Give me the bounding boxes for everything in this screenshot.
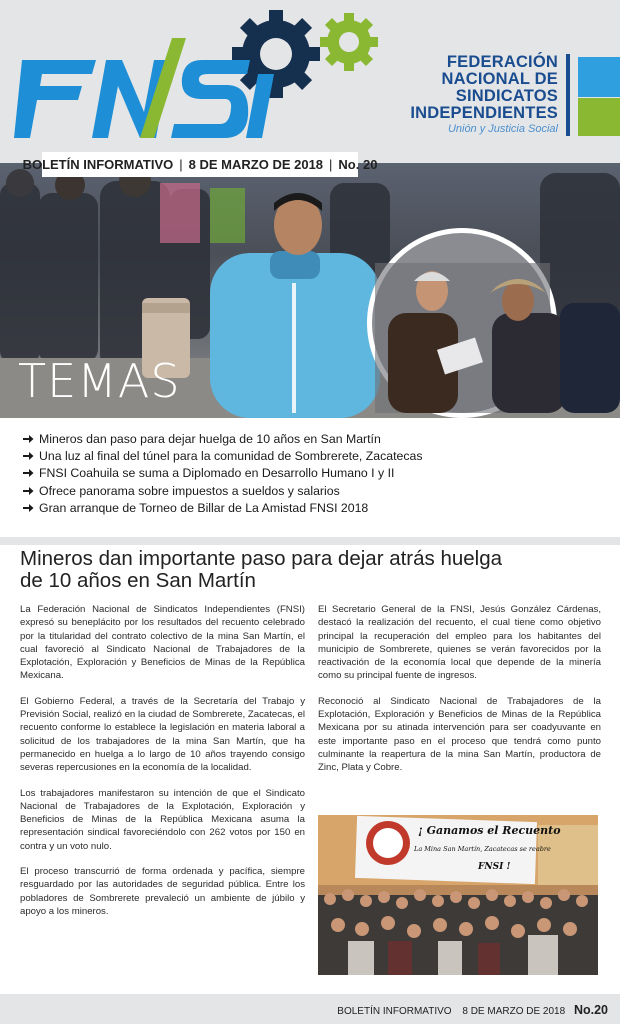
arrow-right-icon <box>22 433 35 445</box>
footer-date: 8 DE MARZO DE 2018 <box>462 1006 566 1017</box>
brand-square-green <box>578 98 620 136</box>
paragraph: El Gobierno Federal, a través de la Secretaría del Trabajo y Previsión Social, realizó en la ciudad de Sombrerete, Zacatecas, el recuento conforme lo establece la legislación en materia laboral a solicitud de los trabajadores de la mina San Martín, que ha permanecido en huelga a lo largo de 10 años trayendo consigo severas repercusiones en la economía de la localidad. <box>20 695 305 774</box>
topics-list <box>0 418 620 538</box>
headline-line: Mineros dan importante paso para dejar atrás huelga <box>20 547 503 570</box>
topic-item[interactable] <box>22 482 422 499</box>
arrow-right-icon <box>22 485 35 497</box>
paragraph: El proceso transcurrió de forma ordenada y pacífica, siempre resguardado por las autoridades de seguridad pública. Entre los pobladores de Sombrerete prevaleció un ambiente de júbilo y apoyo a los mineros. <box>20 866 305 917</box>
topic-label: Una luz al final del túnel para la comunidad de Sombrerete, Zacatecas <box>39 449 423 464</box>
article-headline <box>20 548 580 592</box>
arrow-right-icon <box>22 450 35 462</box>
federation-line: SINDICATOS <box>455 87 558 105</box>
topic-label: Gran arranque de Torneo de Billar de La Amistad FNSI 2018 <box>39 501 369 516</box>
paragraph: El Secretario General de la FNSI, Jesús González Cárdenas, destacó la realización del recuento, el cual tiene como objetivo principal la recuperación del empleo para los habitantes del municipio de Sombrerete, quienes se verán favorecidos por la reactivación de la economía local que depende de la minería como su principal fuente de ingresos. <box>318 604 601 682</box>
topic-item[interactable] <box>22 465 422 482</box>
topic-item[interactable] <box>22 430 422 447</box>
brand-square-blue <box>578 57 620 97</box>
federation-line: NACIONAL DE <box>441 70 558 88</box>
sign-line-3: FNSI ! <box>478 862 511 872</box>
footer-label: BOLETÍN INFORMATIVO <box>337 1006 452 1017</box>
fnsi-logo <box>14 8 389 143</box>
headline-line: de 10 años en San Martín <box>20 569 256 592</box>
masthead <box>0 0 620 163</box>
paragraph: La Federación Nacional de Sindicatos Independientes (FNSI) expresó su beneplácito por los resultados del recuento celebrado por la titularidad del contrato colectivo de la mina San Martín, el cual favoreció al Sindicato Nacional de Trabajadores de la Explotación, Exploración y Beneficios de Minas de la República Mexicana. <box>20 604 305 682</box>
bulletin-date: 8 DE MARZO DE 2018 <box>188 157 324 172</box>
topic-item[interactable] <box>22 500 422 517</box>
bulletin-number: No. 20 <box>338 157 378 172</box>
federation-motto: Unión y Justicia Social <box>447 123 558 135</box>
federation-name <box>400 54 558 137</box>
paragraph: Los trabajadores manifestaron su intención de que el Sindicato Nacional de Trabajadores de la Explotación, Exploración y Beneficios de Minas de la República Mexicana asuma la representación sindical favoreciéndolo con 262 votos por 150 en contra y un voto nulo. <box>20 787 305 852</box>
paragraph: Reconoció al Sindicato Nacional de Trabajadores de la Explotación, Exploración y Beneficios de Minas de la República Mexicana por su atinada intervención para ser coadyuvante en este importante paso en el proceso que tendrá como punto culminante la reapertura de la mina San Martín, productora de Zinc, Plata y Cobre. <box>318 695 601 774</box>
bulletin-tag <box>22 152 378 177</box>
footer-number: No.20 <box>573 1003 608 1017</box>
separator: | <box>179 157 183 172</box>
topic-label: Mineros dan paso para dejar huelga de 10 años en San Martín <box>39 431 381 446</box>
topic-item[interactable] <box>22 447 422 464</box>
topic-label: Ofrece panorama sobre impuestos a sueldos y salarios <box>39 483 340 498</box>
arrow-right-icon <box>22 467 35 479</box>
topics-heading: TEMAS <box>18 354 181 408</box>
footer-info <box>337 1003 608 1017</box>
topic-label: FNSI Coahuila se suma a Diplomado en Desarrollo Humano I y II <box>39 466 395 481</box>
sign-line-2: La Mina San Martín, Zacatecas se reabre <box>414 845 551 853</box>
celebration-photo <box>318 815 598 975</box>
gear-icon <box>232 10 320 98</box>
separator: | <box>329 157 333 172</box>
footer <box>0 994 620 1024</box>
arrow-right-icon <box>22 502 35 514</box>
article-column-right <box>318 603 601 787</box>
small-gear-icon <box>320 13 378 71</box>
section-divider <box>0 537 620 545</box>
article-column-left <box>20 603 305 930</box>
sign-line-1: ¡ Ganamos el Recuento <box>418 824 561 837</box>
federation-line: INDEPENDIENTES <box>410 104 558 122</box>
bulletin-label: BOLETÍN INFORMATIVO <box>22 157 174 172</box>
federation-line: FEDERACIÓN <box>446 53 558 71</box>
header-divider <box>566 54 570 136</box>
